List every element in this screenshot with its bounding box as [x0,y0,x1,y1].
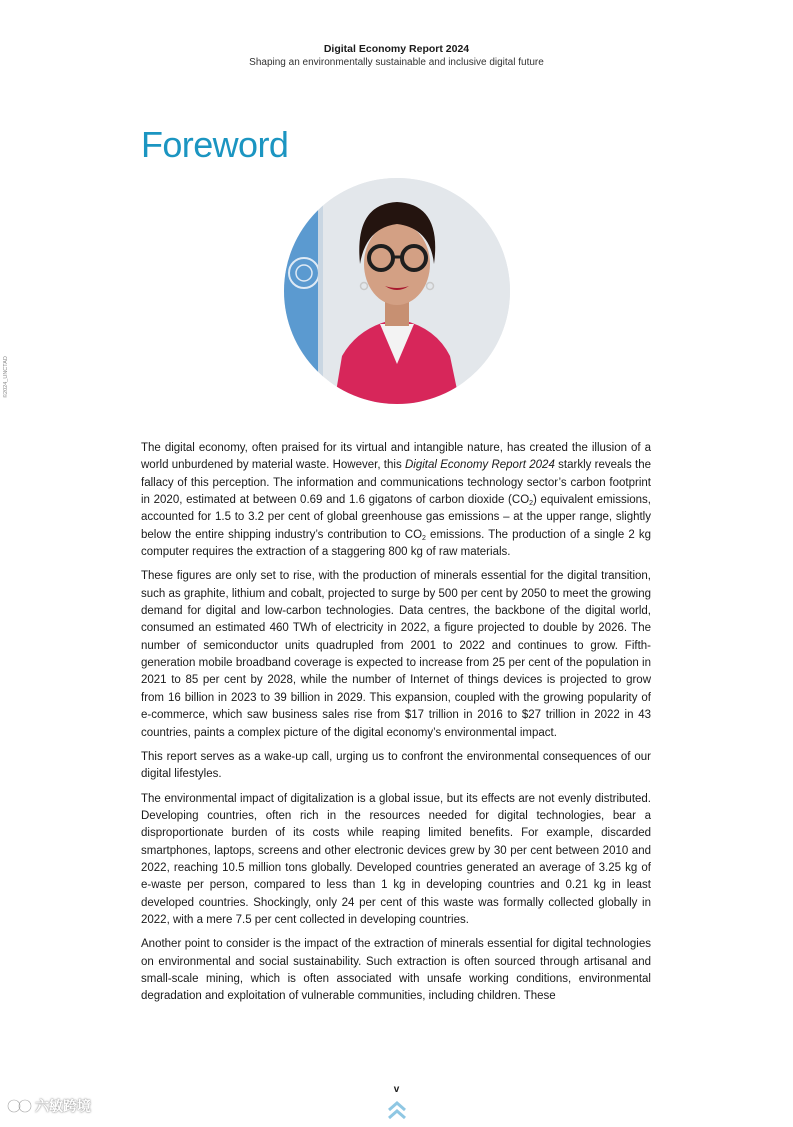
photo-credit: ©2024_UNCTAD [3,356,9,398]
paragraph-3: This report serves as a wake-up call, urging us to confront the environmental consequences of our digital lifestyles. [141,750,651,781]
report-title-italic: Digital Economy Report 2024 [405,459,555,472]
watermark-logo-icon [6,1097,32,1115]
paragraph-4: The environmental impact of digitalization is a global issue, but its effects are not evenly distributed. Developing countries, often rich in the resources needed for digital technologies, bear a disproportionate burden of its costs while reaping limited benefits. For example, discarded smartphones, laptops, screens and other electronic devices grew by 30 per cent between 2010 and 2022, reaching 10.5 million tons globally. Developed countries generated an average of 3.25 kg of e-waste per person, compared to less than 1 kg in developing countries and 0.21 kg in least developed countries. Shockingly, only 24 per cent of this waste was formally collected globally in 2022, with a mere 7.5 per cent collected in developing countries. [141,792,651,926]
report-title: Digital Economy Report 2024 [323,43,470,55]
paragraph-1: The digital economy, often praised for its virtual and intangible nature, has created the illusion of a world unburdened by material waste. However, this Digital Economy Report 2024 starkly reveals the fallacy of this perception. The information and communications technology sector’s carbon footprint in 2020, estimated at between 0.69 and 1.6 gigatons of carbon dioxide $(CO_2)$ equivalent emissions, accounted for 1.5 to 3.2 per cent of global greenhouse gas emissions – at the upper range, slightly below the entire shipping industry’s contribution to $CO_2$ emissions. The production of a single 2 kg computer requires the extraction of a staggering 800 kg of raw materials. [141,442,651,559]
running-header [0,42,793,70]
scroll-up-chevron-icon[interactable] [385,1098,409,1122]
page-title: Foreword [141,124,289,165]
page-number: v [393,1084,400,1095]
paragraph-5: Another point to consider is the impact of the extraction of minerals essential for digital technologies on environmental and social sustainability. Such extraction is often sourced through artisanal and small-scale mining, which is often associated with unsafe working conditions, environmental degradation and exploitation of vulnerable communities, including children. These [141,938,651,1003]
report-subtitle: Shaping an environmentally sustainable and inclusive digital future [249,57,544,68]
watermark-text: 六敏跨境 [35,1098,91,1114]
watermark [6,1096,91,1116]
paragraph-2: These figures are only set to rise, with the production of minerals essential for the digital transition, such as graphite, lithium and cobalt, projected to surge by 500 per cent by 2050 to meet the growing demand for digital and low-carbon technologies. Data centres, the backbone of the digital world, consumed an estimated 460 TWh of electricity in 2022, a figure projected to double by 2026. The number of semiconductor units quadrupled from 2001 to 2022 and continues to grow. Fifth-generation mobile broadband coverage is expected to increase from 25 per cent of the population in 2021 to 85 per cent by 2028, while the number of Internet of things devices is projected to grow from 16 billion in 2023 to 39 billion in 2029. This expansion, coupled with the growing popularity of e-commerce, which saw business sales rise from $17 trillion in 2016 to $27 trillion in 2022 in 43 countries, paints a complex picture of the digital economy’s environmental impact. [141,570,651,739]
foreword-author-portrait [284,178,510,404]
foreword-body [141,440,651,1013]
